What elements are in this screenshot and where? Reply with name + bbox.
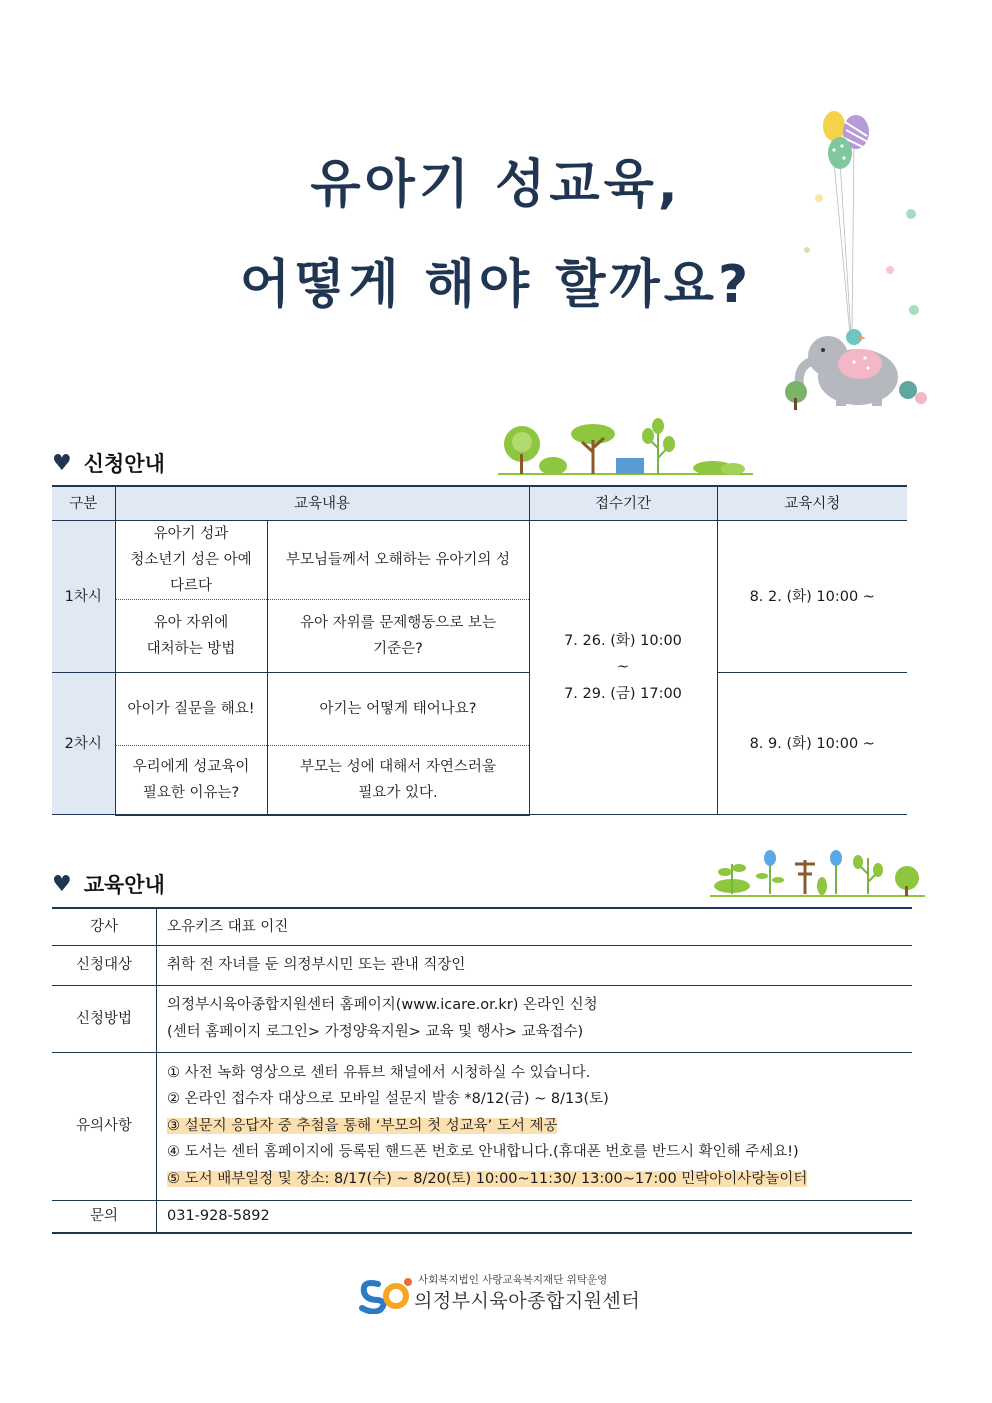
note-3-row [167,1113,906,1140]
section-info-title: 교육안내 [83,873,165,897]
desc-cell [267,673,529,746]
apply-period-cell [529,521,717,815]
note-5-row [167,1166,906,1193]
trees-illustration [498,414,753,476]
note-1: ① 사전 녹화 영상으로 센터 유튜브 채널에서 시청하실 수 있습니다. [167,1064,591,1081]
period-end: 7. 29. (금) 17:00 [564,685,682,702]
label-method: 신청방법 [52,985,157,1052]
plants-illustration [710,848,925,900]
round-label-2: 2차시 [52,673,115,815]
header-category: 구분 [52,486,115,521]
label-instructor: 강사 [52,908,157,945]
value-instructor: 오유키즈 대표 이진 [157,908,913,945]
value-target: 취학 전 자녀를 둔 의정부시민 또는 관내 직장인 [157,945,913,985]
desc-text: 부모는 성에 대해서 자연스러울 필요가 있다. [300,758,496,801]
section-info-heading [52,869,165,899]
desc-text: 아기는 어떻게 태어나요? [319,701,477,717]
topic-text: 유아 자위에 대처하는 방법 [146,615,236,657]
period-separator: ~ [616,659,630,676]
value-contact: 031-928-5892 [157,1200,913,1233]
value-notes [157,1052,913,1200]
org-subtitle: 사회복지법인 사랑교육복지재단 위탁운영 [418,1274,608,1286]
method-line1: 의정부시육아종합지원센터 홈페이지(www.icare.or.kr) 온라인 신청 [167,997,598,1013]
section-apply-heading [52,448,165,478]
note-2: ② 온라인 접수자 대상으로 모바일 설문지 발송 *8/12(금) ~ 8/13(토) [167,1091,609,1108]
table-row [52,908,912,945]
label-target: 신청대상 [52,945,157,985]
section-apply-title: 신청안내 [83,452,165,476]
desc-text: 유아 자위를 문제행동으로 보는 기준은? [300,615,496,657]
table-row [52,1052,912,1200]
watch-date-2: 8. 9. (화) 10:00 ~ [717,673,907,815]
topic-cell [115,521,267,600]
desc-text: 부모님들께서 오해하는 유아기의 성 [286,552,510,568]
label-notes: 유의사항 [52,1052,157,1200]
topic-text: 우리에게 성교육이 필요한 이유는? [132,758,250,801]
note-4: ④ 도서는 센터 홈페이지에 등록된 핸드폰 번호로 안내합니다.(휴대폰 번호를 반드시 확인해 주세요!) [167,1144,799,1161]
header-watch: 교육시청 [717,486,907,521]
heart-icon: ♥ [52,450,72,476]
topic-text: 아이가 질문을 해요! [127,701,255,717]
round-label-1: 1차시 [52,521,115,673]
org-logo [356,1268,646,1316]
table-row [52,945,912,985]
table-row [52,673,907,746]
page-title-line1: 유아기 성교육, [310,155,682,215]
header-period: 접수기간 [529,486,717,521]
header-content: 교육내용 [115,486,529,521]
topic-text: 유아기 성과 청소년기 성은 아예 다르다 [130,526,252,594]
topic-cell [115,600,267,673]
balloon-elephant-illustration [770,100,940,420]
desc-cell [267,746,529,815]
method-line2: (센터 홈페이지 로그인> 가정양육지원> 교육 및 행사> 교육접수) [167,1023,584,1040]
watch-date-1: 8. 2. (화) 10:00 ~ [717,521,907,673]
table-row [52,521,907,600]
note-5: ⑤ 도서 배부일정 및 장소: 8/17(수) ~ 8/20(토) 10:00~11:30/ 13:00~17:00 민락아이사랑놀이터 [167,1170,808,1187]
heart-icon: ♥ [52,871,72,897]
apply-table [52,485,907,816]
period-start: 7. 26. (화) 10:00 [564,632,682,649]
label-contact: 문의 [52,1200,157,1233]
table-row [52,985,912,1052]
org-name: 의정부시육아종합지원센터 [414,1290,641,1312]
topic-cell [115,673,267,746]
value-method [157,985,913,1052]
table-row [52,1200,912,1233]
page-title-line2: 어떻게 해야 할까요? [239,255,753,315]
info-table [52,907,912,1234]
desc-cell [267,521,529,600]
desc-cell [267,600,529,673]
note-3: ③ 설문지 응답자 중 추첨을 통해 ‘부모의 첫 성교육’ 도서 제공 [167,1117,558,1134]
topic-cell [115,746,267,815]
org-logo-mark-icon [356,1274,416,1314]
apply-table-header [52,486,907,521]
